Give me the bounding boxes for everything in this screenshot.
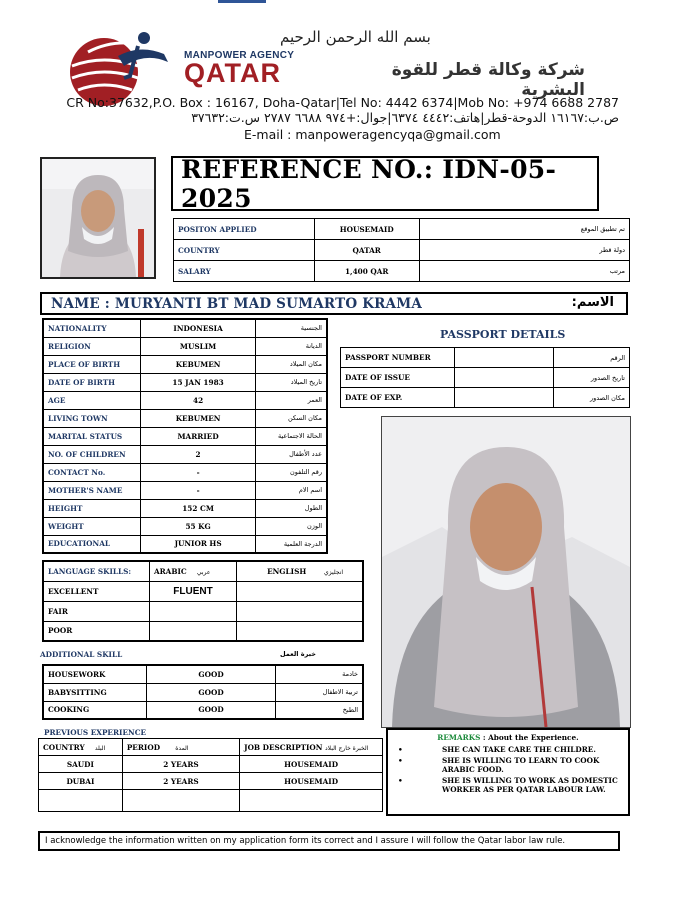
language-english-value [237,581,363,601]
personal-field-value: KEBUMEN [141,355,256,373]
personal-field-label: PLACE OF BIRTH [43,355,141,373]
skill-ar: الطبخ [275,701,363,719]
job-label-country: COUNTRY [174,240,315,261]
personal-field-label: NO. OF CHILDREN [43,445,141,463]
table-row [39,773,383,790]
remarks-subtitle: : About the Experience. [482,733,579,742]
personal-field-value: - [141,481,256,499]
table-row [174,261,630,282]
personal-field-value: 42 [141,391,256,409]
language-arabic-value [149,601,236,621]
language-arabic-value: FLUENT [149,581,236,601]
table-row [43,337,327,355]
personal-field-label: CONTACT No. [43,463,141,481]
personal-field-value: JUNIOR HS [141,535,256,553]
applicant-photo-large [381,416,631,728]
passport-field-label: DATE OF ISSUE [341,368,455,388]
exp-header-job [240,739,383,756]
personal-field-ar: اسم الام [255,481,327,499]
skill-label: HOUSEWORK [43,665,147,683]
top-accent-line [218,0,266,3]
passport-field-ar: تاريخ الصدور [554,368,630,388]
passport-field-value [454,368,553,388]
personal-field-value: - [141,463,256,481]
skill-label: COOKING [43,701,147,719]
language-header-english [237,561,363,581]
table-row [43,701,363,719]
skill-label: BABYSITTING [43,683,147,701]
agency-name-en-small: MANPOWER AGENCY [184,50,295,61]
exp-header-job-ar: الخبرة خارج البلاد [325,744,369,752]
language-level-label: POOR [43,621,149,641]
personal-field-ar: مكان الميلاد [255,355,327,373]
passport-field-ar: الرقم [554,348,630,368]
additional-skills-table [42,664,364,720]
language-level-label: EXCELLENT [43,581,149,601]
passport-details-table [340,347,630,408]
table-row [43,481,327,499]
person-photo-icon [42,159,154,277]
table-row [43,355,327,373]
previous-experience-label: PREVIOUS EXPERIENCE [44,728,147,737]
list-item: • SHE CAN TAKE CARE THE CHILDRE. [394,745,622,755]
personal-field-value: 152 CM [141,499,256,517]
skill-ar: تربية الاطفال [275,683,363,701]
personal-field-value: 55 KG [141,517,256,535]
personal-field-label: HEIGHT [43,499,141,517]
personal-field-value: 2 [141,445,256,463]
table-row [43,561,363,581]
acknowledgement-text: I acknowledge the information written on my application form its correct and I assure I will follow the Qatar labor law rule. [38,831,620,851]
personal-field-ar: مكان السكن [255,409,327,427]
job-ar-country: دولة قطر [419,240,629,261]
table-row [43,427,327,445]
exp-country: SAUDI [39,756,123,773]
personal-field-ar: الوزن [255,517,327,535]
personal-field-label: WEIGHT [43,517,141,535]
exp-header-country [39,739,123,756]
exp-header-period [122,739,239,756]
personal-field-label: MARITAL STATUS [43,427,141,445]
person-photo-icon [382,417,630,727]
job-value-country: QATAR [314,240,419,261]
personal-field-label: NATIONALITY [43,319,141,337]
job-value-position: HOUSEMAID [314,219,419,240]
job-label-position: POSITON APPLIED [174,219,315,240]
skill-value: GOOD [147,683,276,701]
personal-field-label: AGE [43,391,141,409]
personal-field-ar: الجنسية [255,319,327,337]
table-row [43,535,327,553]
exp-header-job-label: JOB DESCRIPTION [244,742,323,752]
table-row [39,739,383,756]
table-row [43,683,363,701]
table-row [39,790,383,812]
contact-line-en: CR No:37632,P.O. Box : 16167, Doha-Qatar|Tel No: 4442 6374|Mob No: +974 6688 2787 [66,95,619,110]
table-row [43,517,327,535]
personal-field-ar: الدرجة العلمية [255,535,327,553]
personal-field-label: RELIGION [43,337,141,355]
personal-field-value: INDONESIA [141,319,256,337]
table-row [43,463,327,481]
exp-header-country-ar: البلد [94,744,106,752]
personal-field-ar: الديانة [255,337,327,355]
table-row [341,388,630,408]
job-value-salary: 1,400 QAR [314,261,419,282]
remarks-list [394,745,622,795]
table-row [43,601,363,621]
contact-email: E-mail : manpoweragencyqa@gmail.com [244,127,501,142]
personal-field-ar: العمر [255,391,327,409]
table-row [43,499,327,517]
job-ar-position: تم تطبيق الموقع [419,219,629,240]
personal-field-value: 15 JAN 1983 [141,373,256,391]
exp-job [240,790,383,812]
passport-details-title: PASSPORT DETAILS [440,328,566,341]
previous-experience-table [38,738,383,812]
language-english-value [237,601,363,621]
table-row [174,240,630,261]
remarks-title-label: REMARKS [437,733,481,742]
exp-header-period-ar: المدة [175,744,189,752]
language-english-label: ENGLISH [267,566,307,576]
exp-period [122,790,239,812]
additional-skill-label: ADDITIONAL SKILL [40,650,123,659]
language-arabic-label: ARABIC [153,566,187,576]
personal-field-ar: الطول [255,499,327,517]
agency-name-en-big: QATAR [184,58,281,88]
personal-field-label: MOTHER'S NAME [43,481,141,499]
job-details-table [173,218,630,282]
agency-name-ar: شركة وكالة قطر للقوة البشرية [391,60,585,100]
personal-field-value: KEBUMEN [141,409,256,427]
table-row [341,368,630,388]
table-row [43,373,327,391]
language-skills-table [42,560,364,642]
table-row [43,391,327,409]
job-ar-salary: مرتب [419,261,629,282]
language-arabic-value [149,621,236,641]
exp-country: DUBAI [39,773,123,790]
exp-header-country-label: COUNTRY [43,742,85,752]
contact-line-ar: ص.ب:١٦١٦٧ الدوحة-قطر|هاتف:٤٤٤٢ ٦٣٧٤|جوال:+٩٧٤ ٦٦٨٨ ٢٧٨٧ س.ت:٣٧٦٣٢ [191,110,619,125]
personal-details-table [42,318,328,554]
language-arabic-ar-label: عربي [196,568,211,576]
exp-job: HOUSEMAID [240,756,383,773]
personal-field-ar: تاريخ الميلاد [255,373,327,391]
personal-field-value: MUSLIM [141,337,256,355]
list-item: • SHE IS WILLING TO WORK AS DOMESTIC WORKER AS PER QATAR LABOUR LAW. [394,776,622,795]
applicant-photo-small [40,157,156,279]
personal-field-label: EDUCATIONAL [43,535,141,553]
personal-field-ar: الحالة الاجتماعية [255,427,327,445]
bismillah-text: بسم الله الرحمن الرحيم [280,28,431,46]
passport-field-label: DATE OF EXP. [341,388,455,408]
remarks-box [386,728,630,816]
job-label-salary: SALARY [174,261,315,282]
table-row [341,348,630,368]
list-item: • SHE IS WILLING TO LEARN TO COOK ARABIC FOOD. [394,756,622,775]
language-english-ar-label: انجليزي [324,568,344,576]
language-level-label: FAIR [43,601,149,621]
table-row [39,756,383,773]
exp-country [39,790,123,812]
table-row [174,219,630,240]
exp-job: HOUSEMAID [240,773,383,790]
personal-field-label: LIVING TOWN [43,409,141,427]
exp-period: 2 YEARS [122,773,239,790]
skill-value: GOOD [147,665,276,683]
table-row [43,445,327,463]
table-row [43,665,363,683]
table-row [43,409,327,427]
passport-field-value [454,388,553,408]
language-english-value [237,621,363,641]
skill-ar: خادمة [275,665,363,683]
skill-value: GOOD [147,701,276,719]
personal-field-ar: عدد الأطفال [255,445,327,463]
name-bar [40,292,628,315]
passport-field-value [454,348,553,368]
passport-field-label: PASSPORT NUMBER [341,348,455,368]
language-header-arabic [149,561,236,581]
remarks-title [394,733,622,742]
passport-field-ar: مكان الصدور [554,388,630,408]
personal-field-ar: رقم التلفون [255,463,327,481]
applicant-name-ar-label: الاسم: [571,295,614,310]
exp-header-period-label: PERIOD [126,742,161,752]
exp-period: 2 YEARS [122,756,239,773]
reference-number: REFERENCE NO.: IDN-05-2025 [171,156,599,211]
personal-field-value: MARRIED [141,427,256,445]
applicant-name: NAME : MURYANTI BT MAD SUMARTO KRAMA [51,296,423,312]
language-header-label: LANGUAGE SKILLS: [43,561,149,581]
additional-skill-ar-label: خبرة العمل [280,650,316,658]
table-row [43,581,363,601]
table-row [43,621,363,641]
personal-field-label: DATE OF BIRTH [43,373,141,391]
table-row [43,319,327,337]
